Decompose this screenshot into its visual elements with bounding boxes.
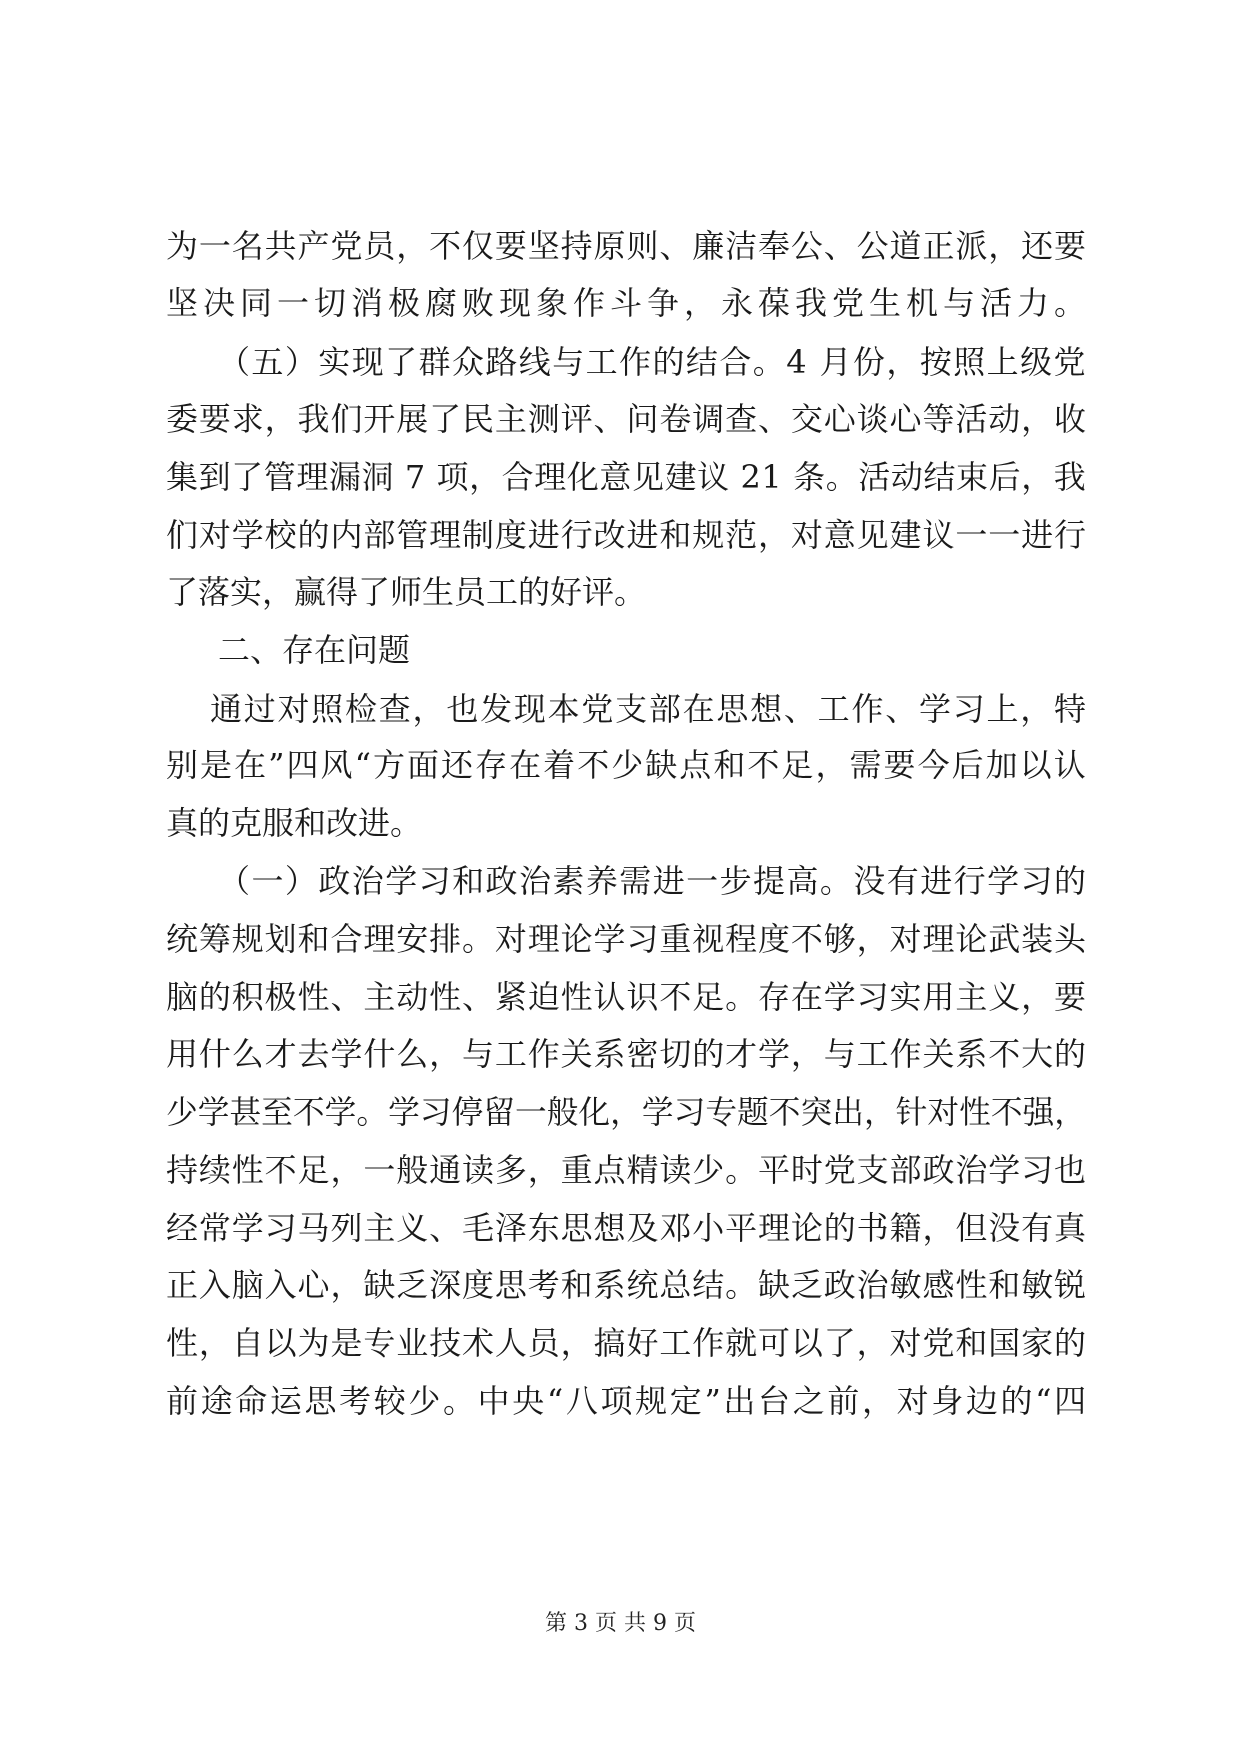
text-line: （五）实现了群众路线与工作的结合。4 月份，按照上级党 bbox=[218, 343, 1087, 381]
text-line: 真的克服和改进。 bbox=[166, 804, 423, 842]
text-line: 统筹规划和合理安排。对理论学习重视程度不够，对理论武装头 bbox=[166, 920, 1087, 958]
text-line: 性，自以为是专业技术人员，搞好工作就可以了，对党和国家的 bbox=[166, 1324, 1087, 1362]
page-footer: 第 3 页 共 9 页 bbox=[545, 1611, 696, 1636]
section-heading: 二、存在问题 bbox=[218, 631, 411, 669]
text-line: （一）政治学习和政治素养需进一步提高。没有进行学习的 bbox=[218, 862, 1088, 900]
text-line: 正入脑入心，缺乏深度思考和系统总结。缺乏政治敏感性和敏锐 bbox=[166, 1266, 1087, 1304]
text-line: 前途命运思考较少。中央“八项规定”出台之前，对身边的“四 bbox=[166, 1382, 1089, 1420]
text-line: 别是在”四风“方面还存在着不少缺点和不足，需要今后加以认 bbox=[166, 746, 1088, 784]
text-line: 经常学习马列主义、毛泽东思想及邓小平理论的书籍，但没有真 bbox=[166, 1209, 1087, 1247]
text-line: 脑的积极性、主动性、紧迫性认识不足。存在学习实用主义，要 bbox=[166, 978, 1087, 1016]
text-line: 为一名共产党员，不仅要坚持原则、廉洁奉公、公道正派，还要 bbox=[166, 227, 1087, 265]
text-line: 们对学校的内部管理制度进行改进和规范，对意见建议一一进行 bbox=[166, 516, 1087, 554]
text-line: 了落实，赢得了师生员工的好评。 bbox=[166, 573, 647, 611]
text-line: 少学甚至不学。学习停留一般化，学习专题不突出，针对性不强， bbox=[166, 1093, 1087, 1131]
text-line: 坚决同一切消极腐败现象作斗争，永葆我党生机与活力。 bbox=[166, 284, 1092, 322]
text-line: 持续性不足，一般通读多，重点精读少。平时党支部政治学习也 bbox=[166, 1151, 1087, 1189]
text-line: 委要求，我们开展了民主测评、问卷调查、交心谈心等活动，收 bbox=[166, 400, 1087, 438]
text-line: 用什么才去学什么，与工作关系密切的才学，与工作关系不大的 bbox=[166, 1035, 1087, 1073]
text-line: 通过对照检查，也发现本党支部在思想、工作、学习上，特 bbox=[210, 690, 1088, 728]
text-line: 集到了管理漏洞 7 项，合理化意见建议 21 条。活动结束后，我 bbox=[166, 458, 1087, 496]
